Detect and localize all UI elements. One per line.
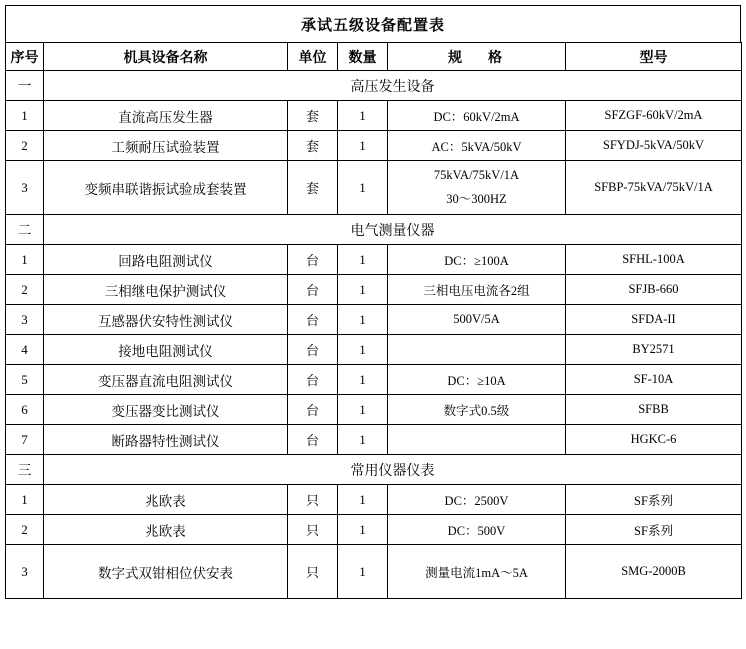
table-row [6, 275, 742, 305]
cell-spec [388, 161, 566, 215]
cell-name: 接地电阻测试仪 [44, 335, 288, 365]
cell-spec: 数字式0.5级 [388, 395, 566, 425]
cell-name: 数字式双钳相位伏安表 [44, 545, 288, 599]
cell-name: 断路器特性测试仪 [44, 425, 288, 455]
cell-spec [388, 425, 566, 455]
cell-qty: 1 [338, 161, 388, 215]
cell-model: SFBB [566, 395, 742, 425]
cell-model: SFHL-100A [566, 245, 742, 275]
cell-name: 兆欧表 [44, 485, 288, 515]
cell-no: 3 [6, 161, 44, 215]
cell-name: 回路电阻测试仪 [44, 245, 288, 275]
cell-unit: 只 [288, 485, 338, 515]
cell-no: 3 [6, 305, 44, 335]
cell-spec: DC：500V [388, 515, 566, 545]
cell-spec: DC：≥10A [388, 365, 566, 395]
cell-qty: 1 [338, 515, 388, 545]
section-title: 常用仪器仪表 [44, 455, 742, 485]
cell-qty: 1 [338, 425, 388, 455]
section-header-row [6, 215, 742, 245]
cell-unit: 台 [288, 275, 338, 305]
equipment-table [5, 42, 742, 599]
section-header-row [6, 455, 742, 485]
cell-qty: 1 [338, 395, 388, 425]
cell-model: SFBP-75kVA/75kV/1A [566, 161, 742, 215]
cell-spec: 500V/5A [388, 305, 566, 335]
cell-model: SF系列 [566, 485, 742, 515]
cell-name: 变频串联谐振试验成套装置 [44, 161, 288, 215]
table-row [6, 515, 742, 545]
cell-qty: 1 [338, 365, 388, 395]
cell-model: SFJB-660 [566, 275, 742, 305]
cell-qty: 1 [338, 131, 388, 161]
cell-unit: 只 [288, 545, 338, 599]
cell-model: SF系列 [566, 515, 742, 545]
table-row [6, 245, 742, 275]
cell-model: BY2571 [566, 335, 742, 365]
cell-qty: 1 [338, 275, 388, 305]
cell-spec-line-2: 30～300HZ [446, 191, 507, 206]
section-label: 二 [6, 215, 44, 245]
table-body [6, 71, 742, 599]
table-row [6, 161, 742, 215]
cell-unit: 套 [288, 131, 338, 161]
section-label: 三 [6, 455, 44, 485]
cell-no: 2 [6, 131, 44, 161]
cell-qty: 1 [338, 305, 388, 335]
cell-qty: 1 [338, 485, 388, 515]
cell-name: 互感器伏安特性测试仪 [44, 305, 288, 335]
table-row [6, 395, 742, 425]
cell-name: 变压器直流电阻测试仪 [44, 365, 288, 395]
cell-no: 1 [6, 485, 44, 515]
column-header-spec: 规 格 [388, 43, 566, 71]
cell-spec: 测量电流1mA～5A [388, 545, 566, 599]
cell-spec: DC：≥100A [388, 245, 566, 275]
cell-no: 7 [6, 425, 44, 455]
cell-name: 兆欧表 [44, 515, 288, 545]
cell-model: SFYDJ-5kVA/50kV [566, 131, 742, 161]
page-title: 承试五级设备配置表 [5, 5, 741, 42]
cell-no: 1 [6, 101, 44, 131]
cell-no: 6 [6, 395, 44, 425]
cell-unit: 套 [288, 161, 338, 215]
cell-unit: 台 [288, 395, 338, 425]
cell-spec: DC：2500V [388, 485, 566, 515]
cell-qty: 1 [338, 335, 388, 365]
table-header [6, 43, 742, 71]
section-label: 一 [6, 71, 44, 101]
column-header-model: 型号 [566, 43, 742, 71]
cell-unit: 套 [288, 101, 338, 131]
cell-model: SFZGF-60kV/2mA [566, 101, 742, 131]
cell-spec [388, 335, 566, 365]
section-header-row [6, 71, 742, 101]
cell-model: SFDA-II [566, 305, 742, 335]
section-title: 高压发生设备 [44, 71, 742, 101]
cell-model: HGKC-6 [566, 425, 742, 455]
cell-spec: 三相电压电流各2组 [388, 275, 566, 305]
cell-unit: 台 [288, 245, 338, 275]
column-header-no: 序号 [6, 43, 44, 71]
cell-no: 3 [6, 545, 44, 599]
cell-no: 4 [6, 335, 44, 365]
cell-no: 2 [6, 275, 44, 305]
column-header-unit: 单位 [288, 43, 338, 71]
cell-unit: 台 [288, 425, 338, 455]
cell-spec: DC：60kV/2mA [388, 101, 566, 131]
cell-spec-line-1: 75kVA/75kV/1A [433, 167, 520, 182]
cell-no: 1 [6, 245, 44, 275]
table-row [6, 425, 742, 455]
table-header-row [6, 43, 742, 71]
cell-unit: 只 [288, 515, 338, 545]
table-row [6, 485, 742, 515]
cell-name: 变压器变比测试仪 [44, 395, 288, 425]
equipment-configuration-sheet [0, 5, 746, 649]
cell-spec: AC：5kVA/50kV [388, 131, 566, 161]
cell-unit: 台 [288, 335, 338, 365]
cell-name: 三相继电保护测试仪 [44, 275, 288, 305]
column-header-qty: 数量 [338, 43, 388, 71]
cell-no: 2 [6, 515, 44, 545]
cell-model: SF-10A [566, 365, 742, 395]
cell-model: SMG-2000B [566, 545, 742, 599]
table-row [6, 131, 742, 161]
cell-qty: 1 [338, 245, 388, 275]
table-row [6, 335, 742, 365]
cell-unit: 台 [288, 305, 338, 335]
cell-name: 工频耐压试验装置 [44, 131, 288, 161]
table-row [6, 305, 742, 335]
table-row [6, 365, 742, 395]
cell-no: 5 [6, 365, 44, 395]
cell-name: 直流高压发生器 [44, 101, 288, 131]
table-row [6, 545, 742, 599]
cell-qty: 1 [338, 545, 388, 599]
cell-qty: 1 [338, 101, 388, 131]
section-title: 电气测量仪器 [44, 215, 742, 245]
column-header-name: 机具设备名称 [44, 43, 288, 71]
table-row [6, 101, 742, 131]
cell-unit: 台 [288, 365, 338, 395]
